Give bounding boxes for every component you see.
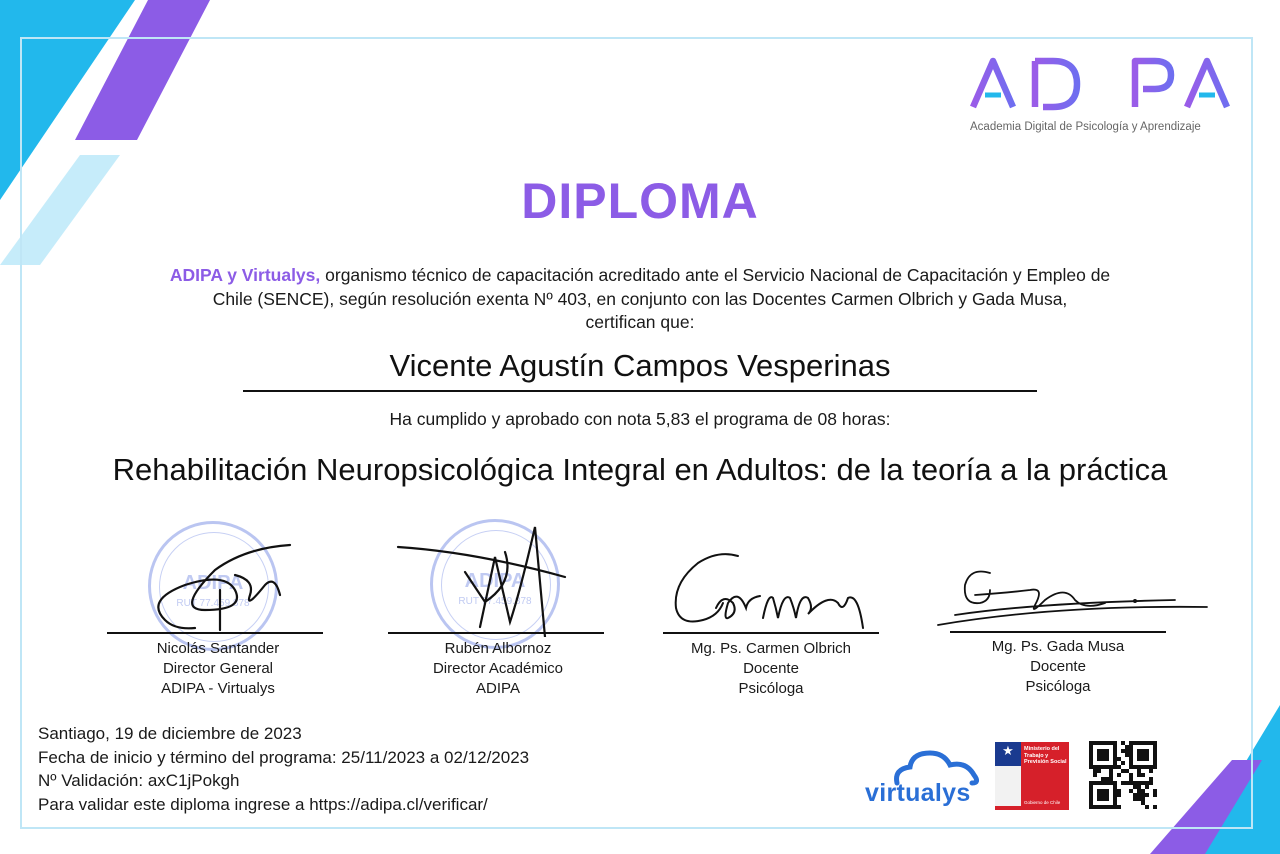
issuing-organizations: ADIPA y Virtualys, [169,265,321,285]
student-name: Vicente Agustín Campos Vesperinas [389,348,891,383]
chile-star-icon: ★ [1002,743,1014,758]
signatory-role: Docente [743,660,799,677]
signature-ruben-albornoz [395,522,580,637]
intro-line-2: Chile (SENCE), según resolución exenta Nº 403, en conjunto con las Docentes Carmen Olbrich y Gada Musa, [212,288,1068,309]
signature-line [950,631,1166,633]
ministerio-text: Ministerio del Trabajo y Previsión Social [1024,746,1067,765]
certificate-frame [20,37,1253,829]
signatory-org: Psicóloga [1025,678,1091,695]
signatory-role: Docente [1030,658,1086,675]
signatory-org: ADIPA - Virtualys [161,680,275,697]
signatory-name: Rubén Albornoz [444,640,552,657]
signatory-name: Nicolás Santander [156,640,280,657]
ministerio-trabajo-logo [995,742,1069,810]
qr-code-icon [1089,741,1157,809]
issue-date-line [38,722,529,746]
intro-paragraph [100,264,1180,335]
signature-carmen-olbrich [668,548,873,633]
signatory-name: Mg. Ps. Carmen Olbrich [690,640,852,657]
gobierno-text: Gobierno de Chile [1024,800,1061,805]
signatory-1 [110,639,326,699]
stamp-text: ADIPA [464,570,526,592]
signatory-role: Director General [162,660,274,677]
intro-line-1: organismo técnico de capacitación acreditado ante el Servicio Nacional de Capacitación y Empleo de [320,265,1111,285]
virtualys-logo [862,745,984,815]
verify-instructions: Para validar este diploma ingrese a https://adipa.cl/verificar/ [38,794,488,814]
signatory-name: Mg. Ps. Gada Musa [991,638,1125,655]
student-name-underline [243,390,1037,392]
virtualys-wordmark: virtualys [865,779,971,807]
issue-city: Santiago, [38,724,110,743]
program-title: Rehabilitación Neuropsicológica Integral en Adultos: de la teoría a la práctica [112,452,1168,487]
flag-white [995,766,1021,806]
signature-line [107,632,323,634]
grade-line: Ha cumplido y aprobado con nota 5,83 el programa de 08 horas: [389,409,891,429]
signatory-3 [663,639,879,699]
signatory-org: Psicóloga [738,680,804,697]
stamp-rut: RUT 77.459.878 [176,598,250,609]
signature-gada-musa [935,565,1210,635]
adipa-subtitle: Academia Digital de Psicología y Aprendizaje [970,121,1201,133]
footer-info [38,722,529,816]
issue-date: 19 de diciembre de 2023 [114,724,302,743]
stamp-text: ADIPA [182,572,244,594]
program-dates: Fecha de inicio y término del programa: 25/11/2023 a 02/12/2023 [38,747,530,767]
signatory-org: ADIPA [476,680,520,697]
signatory-2 [390,639,606,699]
validation-code: Nº Validación: axC1jPokgh [38,771,240,790]
adipa-wordmark [965,55,1235,117]
signature-line [388,632,604,634]
diploma-title: DIPLOMA [521,173,759,229]
signature-nicolas-santander [135,540,305,635]
signature-line [663,632,879,634]
stamp-rut: RUT 77.459.878 [458,596,532,607]
signatory-4 [950,637,1166,697]
intro-line-3: certifican que: [585,312,695,332]
signatory-role: Director Académico [432,660,564,677]
